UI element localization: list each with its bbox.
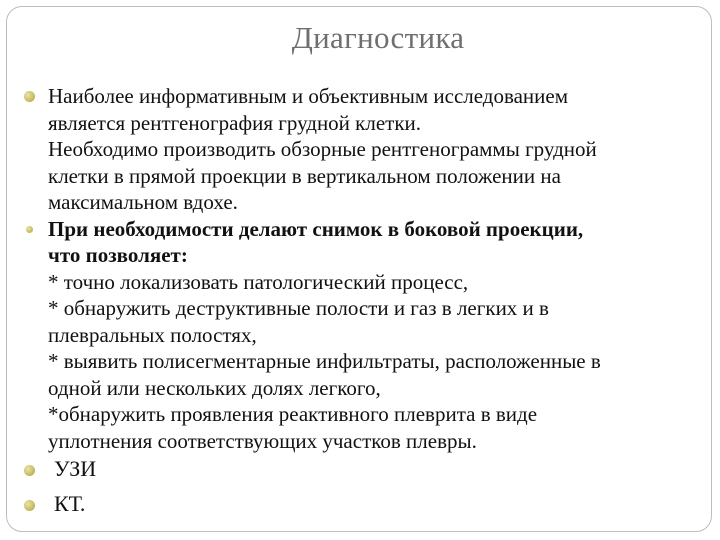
bullet-line: уплотнения соответствующих участков плевры. — [48, 428, 477, 453]
bullet-dot-icon — [26, 226, 33, 233]
bullet-line: * выявить полисегментарные инфильтраты, расположенные в — [48, 349, 601, 373]
bullet-line: является рентгенография грудной клетки. — [48, 110, 422, 135]
bullet-line: *обнаружить проявления реактивного плеврита в виде — [48, 402, 538, 426]
bullet-item-uzi — [48, 456, 698, 483]
bullet-line: Необходимо производить обзорные рентгенограммы грудной — [48, 137, 597, 161]
slide-content — [48, 83, 698, 517]
bullet-dot-icon — [24, 465, 35, 476]
bullet-item-xray — [48, 83, 698, 216]
bullet-bold-line: что позволяет: — [48, 243, 188, 267]
bullet-bold-line: При необходимости делают снимок в боковой проекции, — [48, 216, 584, 241]
bullet-line: УЗИ — [54, 456, 97, 481]
bullet-item-kt — [48, 491, 698, 518]
bullet-item-lateral — [48, 216, 698, 455]
bullet-dot-icon — [24, 91, 35, 102]
bullet-line: клетки в прямой проекции в вертикальном положении на — [48, 163, 561, 188]
bullet-line: Наиболее информативным и объективным исследованием — [48, 84, 569, 108]
bullet-line: одной или нескольких долях легкого, — [48, 375, 381, 400]
bullet-line: * обнаружить деструктивные полости и газ в легких и в — [48, 296, 549, 320]
bullet-line: КТ. — [54, 490, 86, 516]
slide-title: Диагностика — [291, 20, 465, 55]
bullet-line: плевральных полостях, — [48, 322, 257, 347]
bullet-line: максимальном вдохе. — [48, 190, 238, 214]
bullet-dot-icon — [24, 500, 35, 511]
bullet-line: * точно локализовать патологический процесс, — [48, 269, 469, 294]
